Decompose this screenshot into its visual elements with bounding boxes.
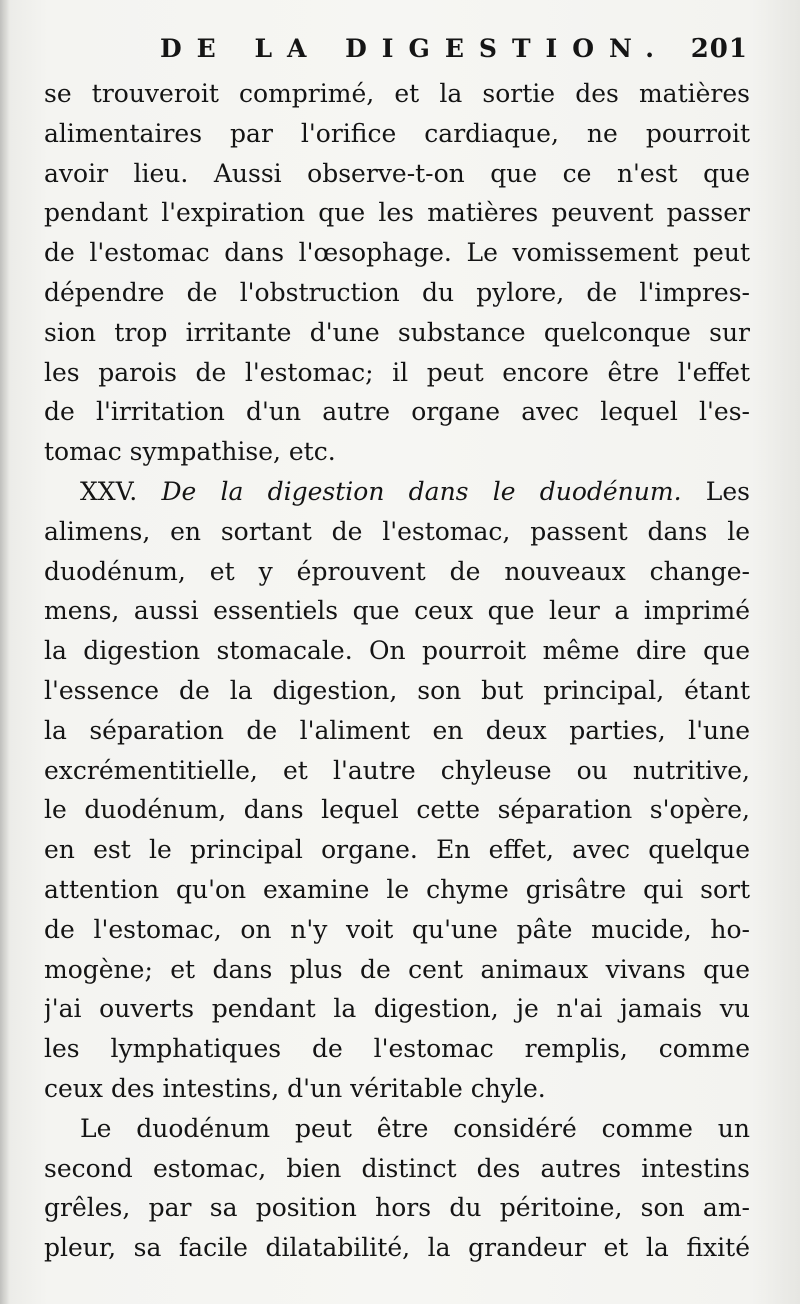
text-line: mens, aussi essentiels que ceux que leur a imprimé — [44, 596, 750, 626]
text-line: les parois de l'estomac; il peut encore être l'effet — [44, 357, 750, 387]
body-text — [44, 74, 750, 1268]
text-line: grêles, par sa position hors du péritoine, son am- — [44, 1193, 750, 1223]
section-first-words: Les — [705, 476, 750, 506]
text-line: le duodénum, dans lequel cette séparation s'opère, — [44, 795, 750, 825]
text-line: pleur, sa facile dilatabilité, la grandeur et la fixité — [44, 1233, 750, 1263]
text-line: la séparation de l'aliment en deux parties, l'une — [44, 715, 750, 745]
running-head: DE LA DIGESTION. — [160, 34, 669, 63]
text-line: avoir lieu. Aussi observe-t-on que ce n'est que — [44, 158, 750, 188]
text-line: alimentaires par l'orifice cardiaque, ne pourroit — [44, 118, 750, 148]
text-line: second estomac, bien distinct des autres intestins — [44, 1153, 750, 1183]
text-line: tomac sympathise, etc. — [44, 437, 336, 467]
section-heading-line — [44, 472, 750, 512]
text-line: j'ai ouverts pendant la digestion, je n'ai jamais vu — [44, 994, 750, 1024]
text-line: sion trop irritante d'une substance quelconque sur — [44, 317, 750, 347]
text-line: excrémentitielle, et l'autre chyleuse ou nutritive, — [44, 755, 750, 785]
text-line: de l'estomac dans l'œsophage. Le vomissement peut — [44, 238, 750, 268]
section-title: De la digestion dans le duodénum. — [161, 476, 682, 506]
text-line: pendant l'expiration que les matières peuvent passer — [44, 198, 750, 228]
text-line: en est le principal organe. En effet, avec quelque — [44, 835, 750, 865]
page-number: 201 — [690, 34, 748, 64]
text-line: l'essence de la digestion, son but principal, étant — [44, 675, 750, 705]
text-line: de l'estomac, on n'y voit qu'une pâte mucide, ho- — [44, 914, 750, 944]
text-line: la digestion stomacale. On pourroit même dire que — [44, 636, 750, 666]
section-number: XXV. — [80, 476, 138, 506]
text-line: les lymphatiques de l'estomac remplis, comme — [44, 1034, 750, 1064]
text-line: duodénum, et y éprouvent de nouveaux change- — [44, 556, 750, 586]
text-line: dépendre de l'obstruction du pylore, de l'impres- — [44, 277, 750, 307]
text-line: se trouveroit comprimé, et la sortie des matières — [44, 79, 750, 108]
text-line: mogène; et dans plus de cent animaux vivans que — [44, 954, 750, 984]
page-header — [48, 28, 748, 72]
page-gutter-shadow — [0, 0, 10, 1304]
text-line: de l'irritation d'un autre organe avec lequel l'es- — [44, 397, 750, 427]
text-line: ceux des intestins, d'un véritable chyle. — [44, 1073, 546, 1103]
text-line: Le duodénum peut être considéré comme un — [80, 1113, 750, 1143]
text-line: alimens, en sortant de l'estomac, passent dans le — [44, 516, 750, 546]
text-line: attention qu'on examine le chyme grisâtre qui sort — [44, 874, 750, 904]
